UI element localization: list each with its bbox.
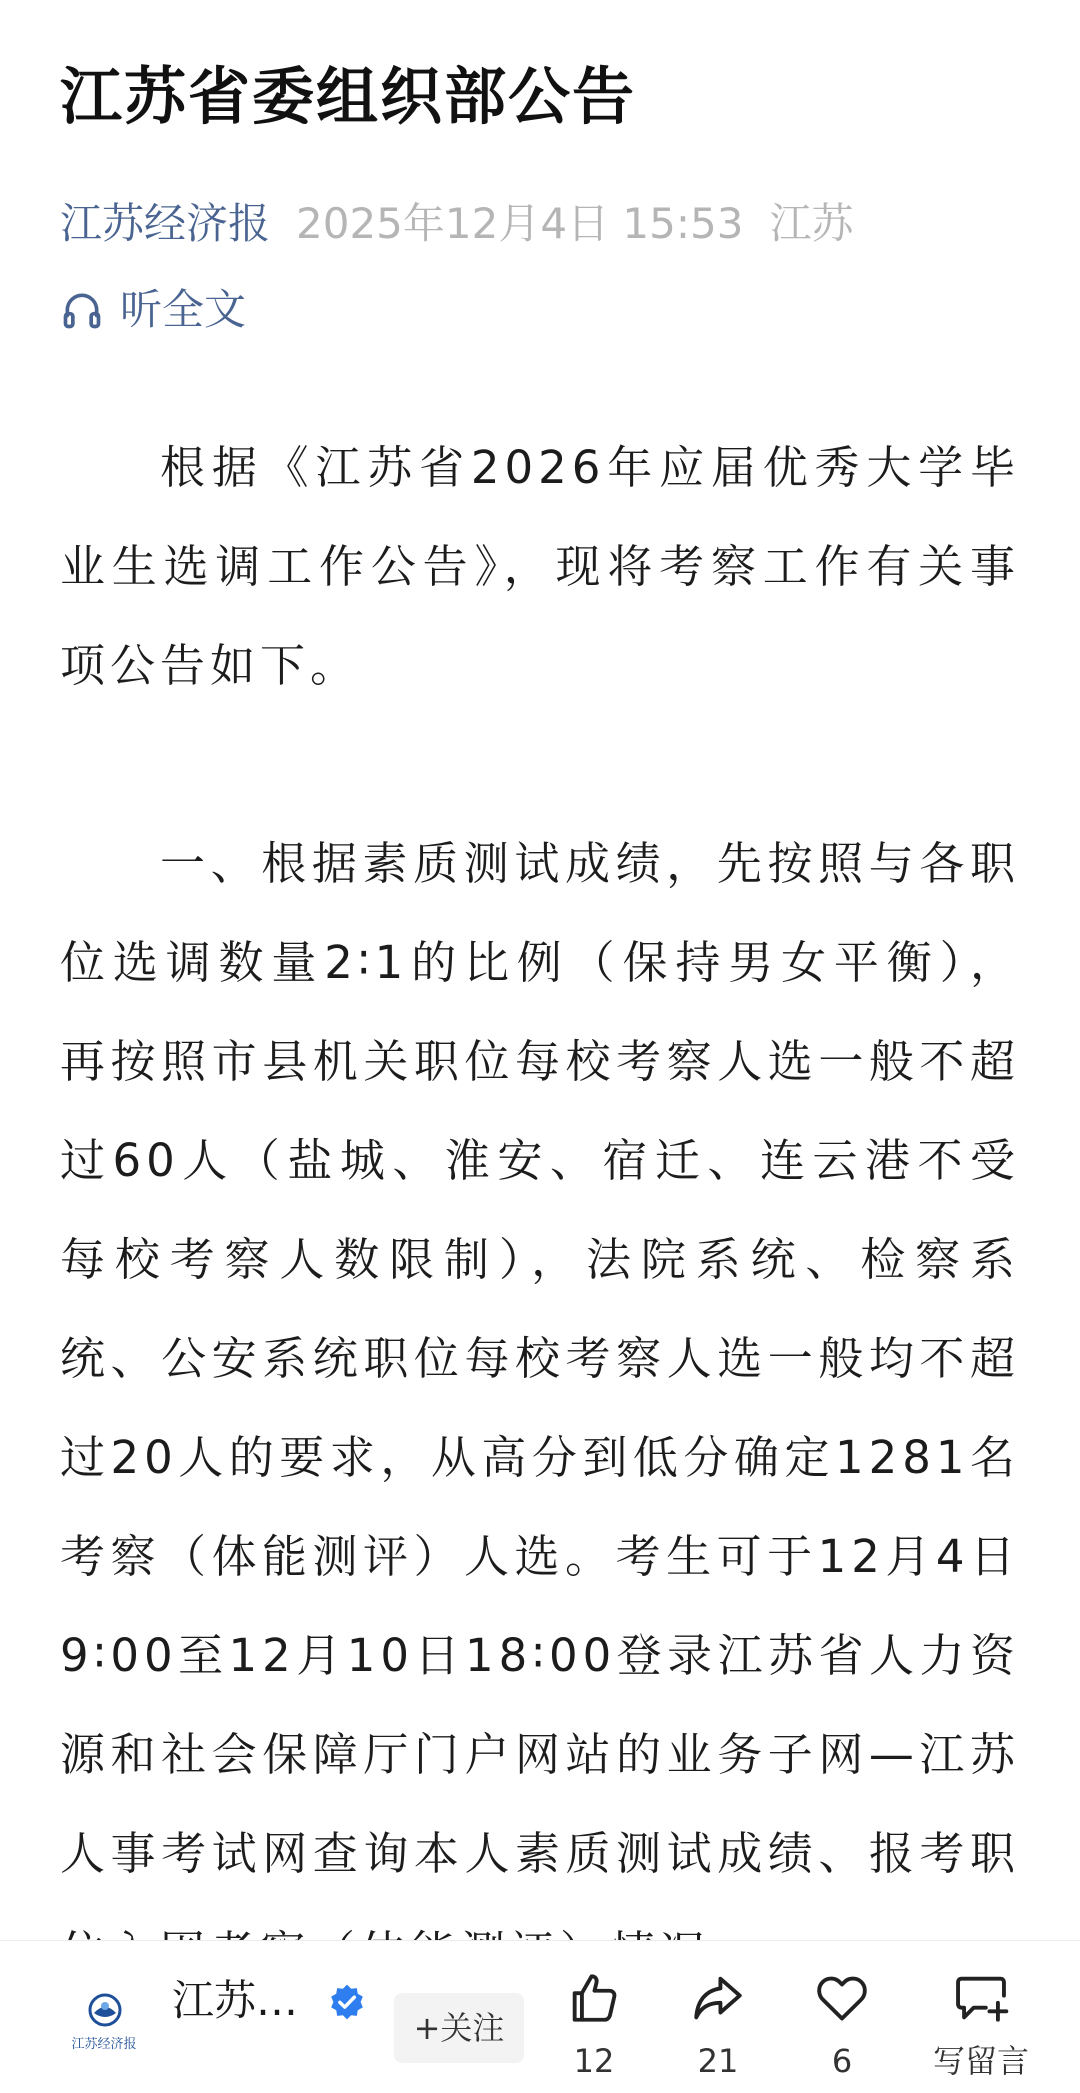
listen-full-text-button[interactable] [60, 280, 1020, 340]
article-paragraph: 一、根据素质测试成绩，先按照与各职位选调数量2∶1的比例（保持男女平衡），再按照市县机关职位每校考察人选一般不超过60人（盐城、淮安、宿迁、连云港不受每校考察人数限制），法院系统、检察系统、公安系统职位每校考察人选一般均不超过20人的要求，从高分到低分确定1281名考察（体能测评）人选。考生可于12月4日9∶00至12月10日18∶00登录江苏省人力资源和社会保障厅门户网站的业务子网—江苏人事考试网查询本人素质测试成绩、报考职 [60, 837, 1020, 1880]
comment-add-icon [952, 1969, 1010, 2027]
account-logo[interactable] [62, 1993, 146, 2063]
account-name[interactable]: 江苏… [172, 1976, 299, 2025]
like-button[interactable] [534, 1969, 654, 2093]
share-count: 21 [697, 2042, 739, 2080]
comment-label: 写留言 [932, 2042, 1029, 2080]
bottom-action-bar [0, 1940, 1080, 2093]
favorite-button[interactable] [782, 1969, 902, 2093]
share-button[interactable] [658, 1969, 778, 2093]
newspaper-logo-icon [88, 1993, 122, 2027]
write-comment-button[interactable] [906, 1969, 1056, 2093]
like-count: 12 [573, 2042, 615, 2080]
verified-badge-icon [328, 1983, 366, 2021]
article-paragraph: 根据《江苏省2026年应届优秀大学毕业生选调工作公告》，现将考察工作有关事项公告如下。 [60, 441, 1020, 692]
logo-text: 江苏经济报 [71, 2037, 137, 2052]
article [60, 52, 1020, 2002]
thumbs-up-icon [565, 1969, 623, 2027]
listen-label: 听全文 [120, 285, 247, 334]
heart-icon [813, 1969, 871, 2027]
publish-date: 2025年12月4日 15:53 [296, 199, 744, 248]
region-label: 江苏 [769, 199, 854, 248]
headphones-icon [60, 288, 104, 332]
article-meta [60, 194, 1020, 254]
source-link[interactable]: 江苏经济报 [60, 199, 271, 248]
favorite-count: 6 [831, 2042, 853, 2080]
follow-button[interactable]: +关注 [394, 1993, 524, 2063]
share-arrow-icon [689, 1969, 747, 2027]
article-title: 江苏省委组织部公告 [60, 60, 637, 133]
